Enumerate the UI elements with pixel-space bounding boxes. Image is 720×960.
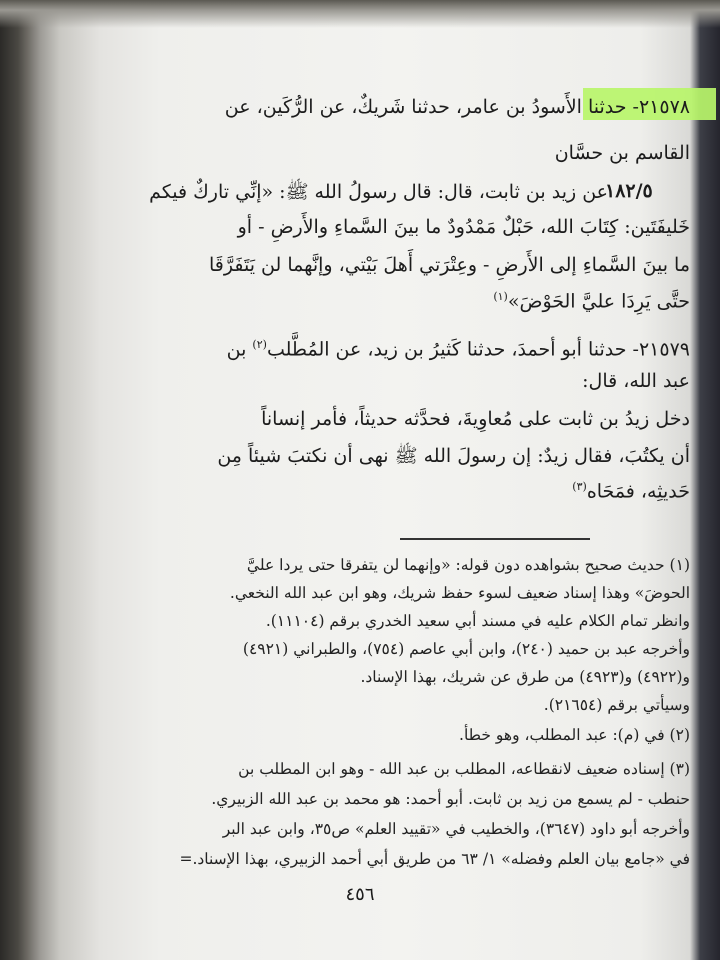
hadith-21578-matn-line-2: خَليفَتَين: كِتَابَ الله، حَبْلٌ مَمْدُودٌ ما بينَ السَّماءِ والأَرضِ - أو bbox=[237, 216, 690, 238]
footnote-line: وأخرجه أبو داود (٣٦٤٧)، والخطيب في «تقييد العلم» ص٣٥، وابن عبد البر bbox=[222, 820, 690, 838]
hadith-21578-matn-line-3: ما بينَ السَّماءِ إلى الأَرضِ - وعِتْرَتي أَهلَ بَيْتي، وإنَّهما لن يَتَفَرَّقَا bbox=[209, 254, 690, 276]
footnote-line: الحوضَ» وهذا إسناد ضعيف لسوء حفظ شريك، وهو ابن عبد الله النخعي. bbox=[229, 584, 690, 602]
hadith-21579-matn-line-2: أن يكتُبَ، فقال زيدٌ: إن رسولَ الله ﷺ نهى أن نكتبَ شيئاً مِن bbox=[217, 445, 690, 467]
footnote-line: (٣) إسناده ضعيف لانقطاعه، المطلب بن عبد الله - وهو ابن المطلب بن bbox=[238, 760, 690, 778]
footnote-line: (١) حديث صحيح بشواهده دون قوله: «وإنهما لن يتفرقا حتى يردا عليَّ bbox=[246, 556, 690, 574]
hadith-21579-isnad-line-1 bbox=[227, 338, 690, 360]
footnote-line: وانظر تمام الكلام عليه في مسند أبي سعيد الخدري برقم (١١١٠٤). bbox=[265, 612, 690, 630]
hadith-21578-matn-line-1: عن زيد بن ثابت، قال: قال رسولُ الله ﷺ: «إنِّي تاركٌ فيكم bbox=[149, 181, 608, 203]
hadith-21578-isnad-line-2: القاسم بن حسَّان bbox=[554, 142, 690, 164]
hadith-21579-isnad-end: بن bbox=[226, 338, 247, 361]
hadith-21578-matn-line-4 bbox=[493, 290, 690, 312]
hadith-21579-isnad-line-2: عبد الله، قال: bbox=[582, 370, 690, 392]
footnote-line: وأخرجه عبد بن حميد (٢٤٠)، وابن أبي عاصم (٧٥٤)، والطبراني (٤٩٢١) bbox=[242, 640, 690, 658]
footnote-separator bbox=[400, 538, 590, 540]
hadith-21578-matn-text: حتَّى يَرِدَا عليَّ الحَوْضَ» bbox=[507, 290, 690, 313]
hadith-21578-isnad-line-1: ٢١٥٧٨- حدثنا الأَسودُ بن عامر، حدثنا شَريكٌ، عن الرُّكَين، عن bbox=[224, 96, 690, 118]
footnote-ref-2: (٢) bbox=[252, 338, 267, 351]
footnote-ref-3: (٣) bbox=[572, 480, 587, 493]
footnote-line: في «جامع بيان العلم وفضله» ١/ ٦٣ من طريق أبي أحمد الزبيري، بهذا الإسناد.= bbox=[179, 850, 690, 868]
hadith-21579-matn-text: حَديثِه، فمَحَاه bbox=[586, 480, 690, 503]
hadith-21579-isnad-text: ٢١٥٧٩- حدثنا أبو أحمدَ، حدثنا كَثيرُ بن زيد، عن المُطَّلب bbox=[266, 338, 690, 361]
footnote-line: (٢) في (م): عبد المطلب، وهو خطأ. bbox=[459, 726, 690, 744]
footnote-line: و(٤٩٢٢) و(٤٩٢٣) من طرق عن شريك، بهذا الإسناد. bbox=[360, 668, 690, 686]
section-number: ١٨٢/٥ bbox=[605, 180, 653, 202]
hadith-21579-matn-line-3 bbox=[572, 480, 690, 502]
hadith-21579-matn-line-1: دخل زيدُ بن ثابت على مُعاوِيةَ، فحدَّثه حديثاً، فأمر إنساناً bbox=[261, 408, 690, 430]
footnote-ref-1: (١) bbox=[493, 290, 508, 303]
footnote-line: وسيأتي برقم (٢١٦٥٤). bbox=[543, 696, 690, 714]
page-number: ٤٥٦ bbox=[345, 884, 375, 905]
footnote-line: حنطب - لم يسمع من زيد بن ثابت. أبو أحمد: هو محمد بن عبد الله الزبيري. bbox=[211, 790, 690, 808]
